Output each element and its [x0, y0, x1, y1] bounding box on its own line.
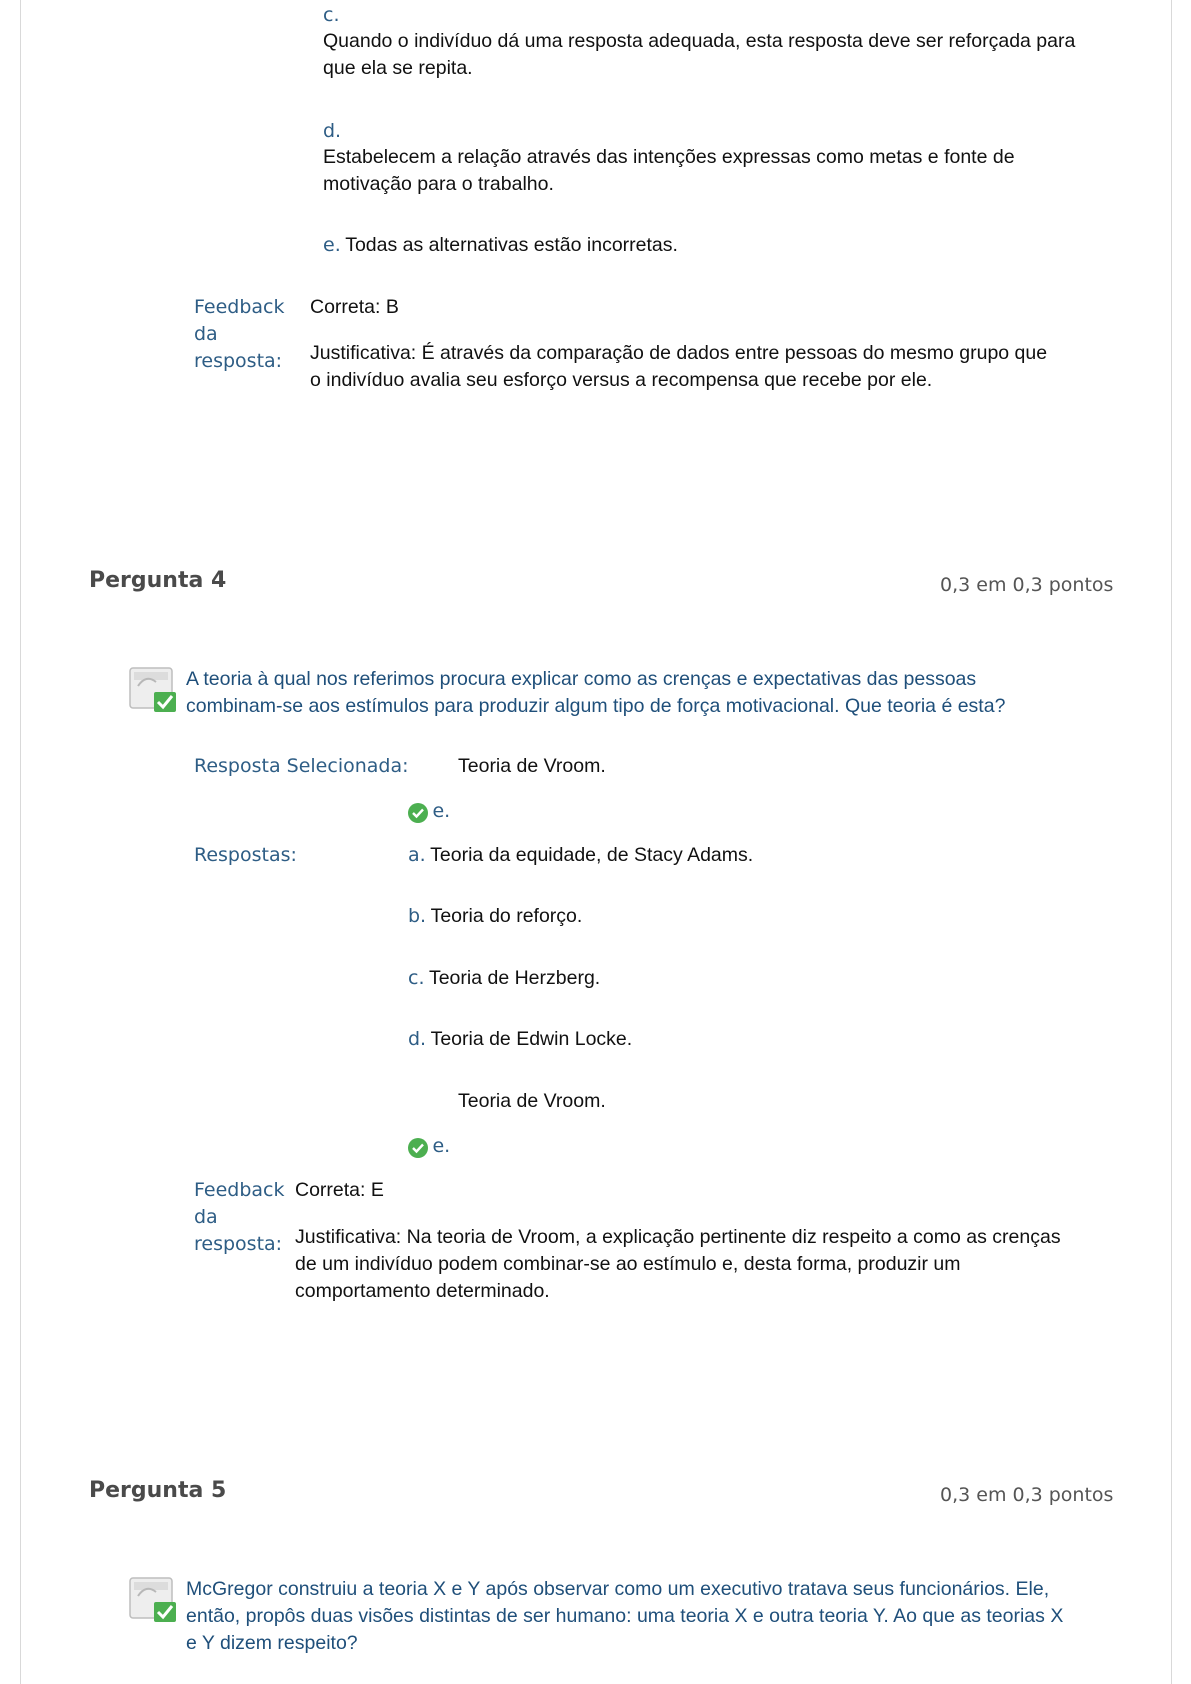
- answer-text: Teoria do reforço.: [430, 905, 583, 927]
- answer-row: [408, 903, 582, 930]
- q4-question-text: A teoria à qual nos referimos procura explicar como as crenças e expectativas das pessoas combinam-se aos estímulos para produzir algum tipo de força motivacional. Que teoria é esta?: [186, 668, 1006, 717]
- answer-text: Teoria de Herzberg.: [428, 967, 601, 989]
- q4-feedback-label: [194, 1177, 284, 1258]
- check-circle-icon: [408, 1138, 428, 1158]
- feedback-label-line: resposta:: [194, 1233, 283, 1255]
- answer-row: [408, 1026, 632, 1053]
- left-frame-border: [20, 0, 21, 1684]
- q4-points: 0,3 em 0,3 pontos: [940, 574, 1114, 596]
- q4-answers-label: Respostas:: [194, 844, 297, 866]
- answer-text: Teoria de Edwin Locke.: [430, 1028, 633, 1050]
- q4-selected-value: Teoria de Vroom.: [458, 755, 606, 777]
- q4-correct-letter-row: [408, 1135, 450, 1158]
- option-d-letter: d.: [323, 120, 342, 142]
- q5-title: Pergunta 5: [89, 1478, 227, 1503]
- correct-answer-icon: [128, 664, 178, 714]
- q4-selected-letter-row: [408, 800, 450, 823]
- q4-feedback-justification: Justificativa: Na teoria de Vroom, a explicação pertinente diz respeito a como as crenças de um indivíduo podem combinar-se ao estímulo e, desta forma, produzir um comportamento determinado.: [295, 1226, 1061, 1302]
- option-e: [323, 232, 678, 259]
- q4-correct-answer-text: Teoria de Vroom.: [458, 1090, 606, 1112]
- option-e-letter: e.: [323, 234, 341, 256]
- q5-question-text: McGregor construiu a teoria X e Y após observar como um executivo tratava seus funcionários. Ele, então, propôs duas visões distintas de ser humano: uma teoria X e outra teoria Y. Ao que as teorias X e Y dizem respeito?: [186, 1578, 1064, 1654]
- q4-correct-letter: e.: [432, 1135, 451, 1157]
- right-frame-border: [1171, 0, 1172, 1684]
- option-d-text: Estabelecem a relação através das intenções expressas como metas e fonte de motivação para o trabalho.: [323, 146, 1015, 195]
- feedback-label-line: Feedback: [194, 1179, 285, 1201]
- q5-points: 0,3 em 0,3 pontos: [940, 1484, 1114, 1506]
- q4-selected-letter: e.: [432, 800, 451, 822]
- q3-feedback-justification: Justificativa: É através da comparação de dados entre pessoas do mesmo grupo que o indivíduo avalia seu esforço versus a recompensa que recebe por ele.: [310, 342, 1048, 391]
- option-c-letter: c.: [323, 4, 340, 26]
- correct-answer-icon: [128, 1574, 178, 1624]
- q3-feedback-correct: Correta: B: [310, 296, 399, 318]
- answer-letter: d.: [408, 1028, 427, 1050]
- q4-selected-label: Resposta Selecionada:: [194, 755, 409, 777]
- answer-text: Teoria da equidade, de Stacy Adams.: [430, 844, 754, 866]
- answer-letter: b.: [408, 905, 427, 927]
- answer-letter: c.: [408, 967, 425, 989]
- q3-feedback-label: [194, 294, 294, 375]
- answer-row: [408, 965, 600, 992]
- answer-row: [408, 842, 753, 869]
- feedback-label-line: da: [194, 1206, 218, 1228]
- option-e-text: Todas as alternativas estão incorretas.: [345, 234, 678, 256]
- option-c-text: Quando o indivíduo dá uma resposta adequada, esta resposta deve ser reforçada para que ela se repita.: [323, 30, 1076, 79]
- q4-title: Pergunta 4: [89, 568, 227, 593]
- feedback-label-line: Feedback: [194, 296, 285, 318]
- feedback-label-line: da: [194, 323, 218, 345]
- answer-letter: a.: [408, 844, 426, 866]
- check-circle-icon: [408, 803, 428, 823]
- feedback-label-line: resposta:: [194, 350, 283, 372]
- q4-feedback-correct: Correta: E: [295, 1179, 384, 1201]
